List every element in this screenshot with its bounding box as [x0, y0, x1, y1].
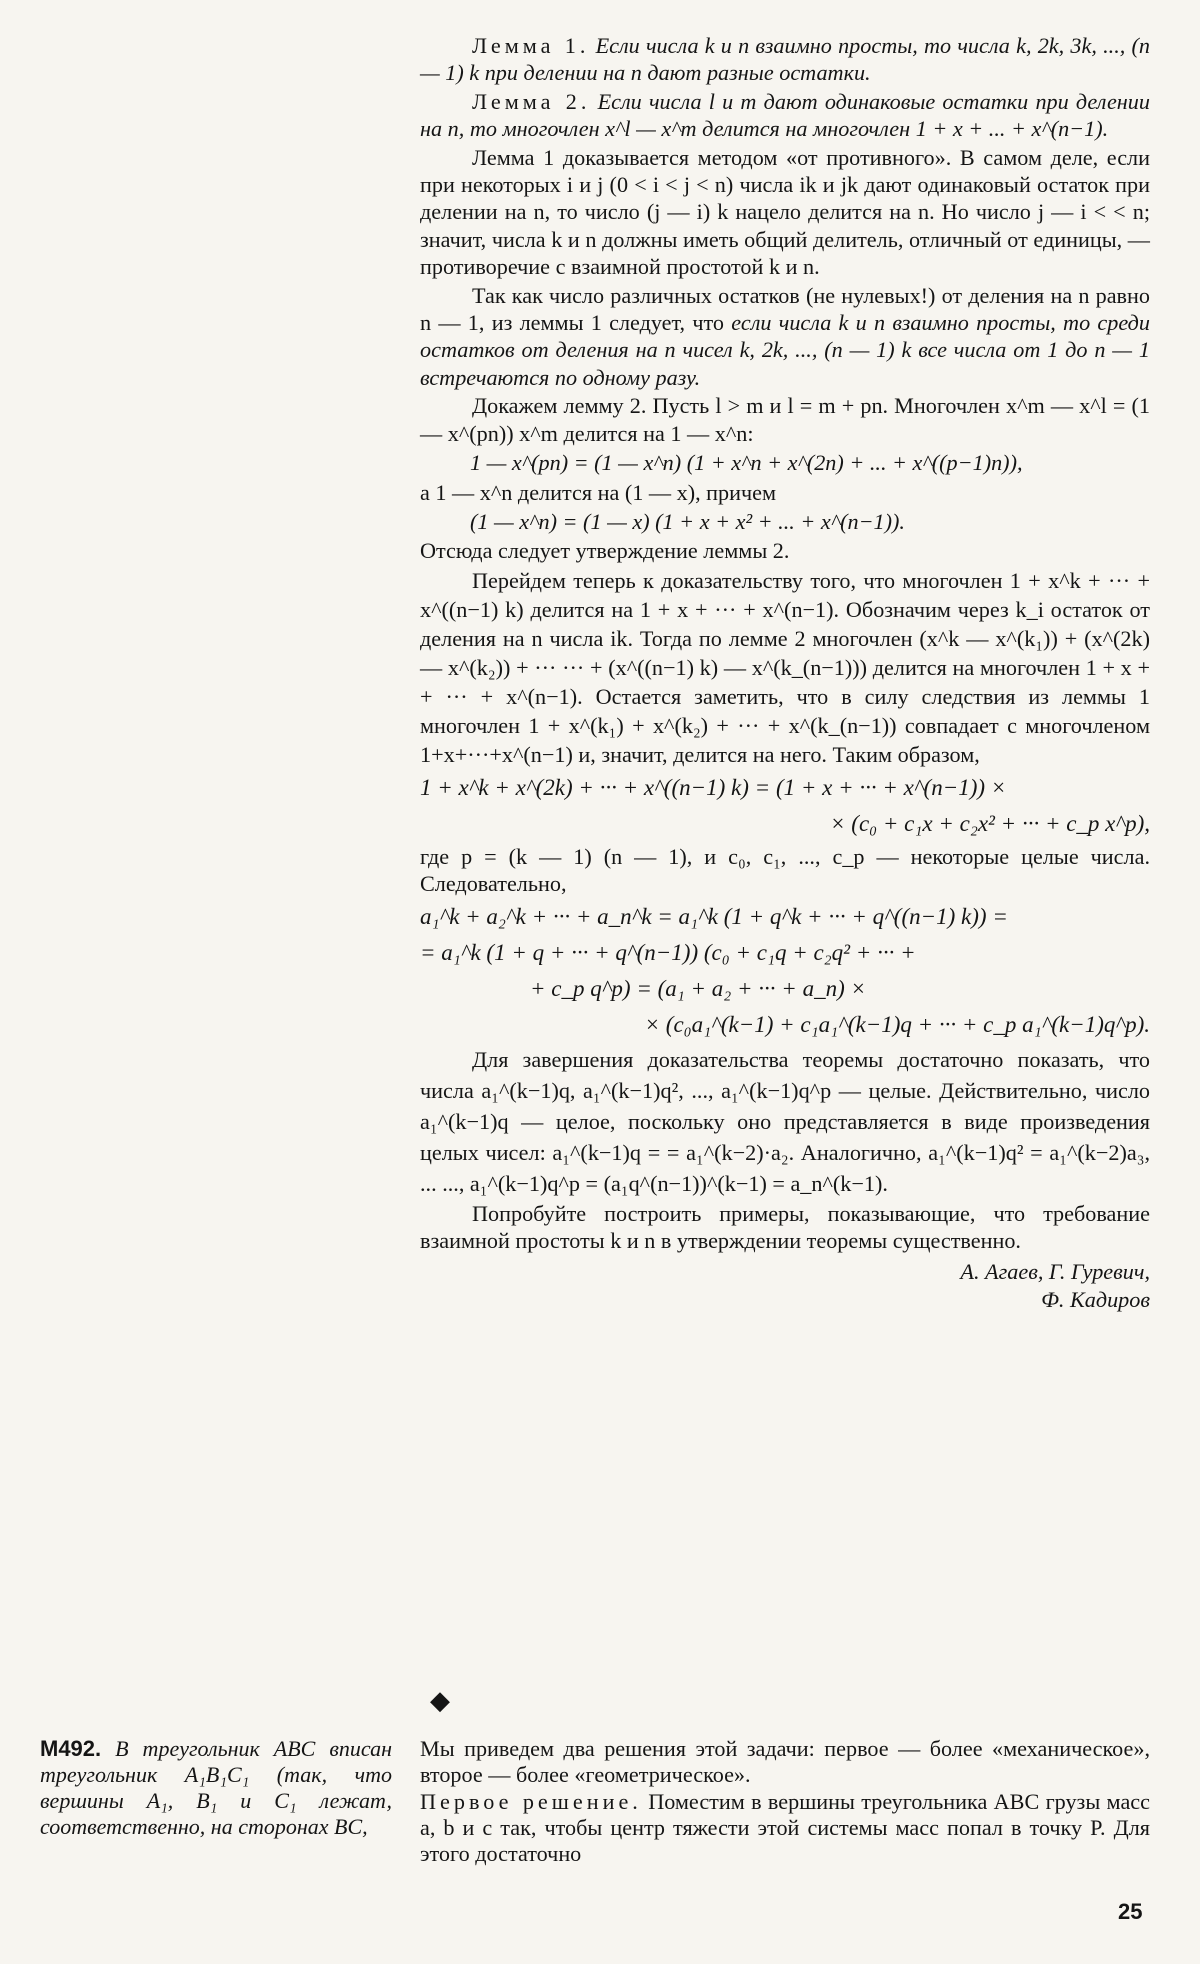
exercise-paragraph: Попробуйте построить примеры, показывающие, что требование взаимной простоты k и n в утверждении теоремы существенно.	[420, 1200, 1150, 1253]
authors-signature	[420, 1258, 1150, 1314]
problem-number: М492.	[40, 1736, 102, 1761]
lemma-2-lead: Лемма 2.	[472, 88, 591, 114]
equation-4-line-1: a₁^k + a₂^k + ··· + a_n^k = a₁^k (1 + q^k + ··· + q^((n−1) k)) =	[420, 903, 1008, 929]
authors-line-1: А. Агаев, Г. Гуревич,	[960, 1259, 1150, 1285]
main-column	[420, 32, 1150, 1314]
page-number: 25	[1118, 1899, 1143, 1924]
equation-4-line-3: + c_p q^p) = (a₁ + a₂ + ··· + a_n) ×	[530, 975, 867, 1001]
lemma-1-lead: Лемма 1.	[472, 33, 590, 58]
equation-1: 1 — x^(pn) = (1 — x^n) (1 + x^n + x^(2n) + ... + x^((p−1)n)),	[470, 450, 1023, 476]
first-solution	[420, 1789, 1150, 1867]
equation-3-line-2: × (c₀ + c₁x + c₂x² + ··· + c_p x^p),	[830, 810, 1150, 836]
section-divider-diamond: ◆	[430, 1686, 450, 1715]
solution-intro: Мы приведем два решения этой задачи: первое — более «механическое», второе — более «геометрическое».	[420, 1736, 1150, 1787]
lemma-2	[420, 88, 1150, 143]
lemma-1-proof: Лемма 1 доказывается методом «от противного». В самом деле, если при некоторых i и j (0 < i < j < n) числа ik и jk дают одинаковый остаток при делении на n, то число (j — i) k нацело делится на n. Но число j — i < < n; значит, числа k и n должны иметь общий делитель, отличный от единицы, — противоречие с взаимной простотой k и n.	[420, 144, 1150, 280]
problem-statement	[40, 1736, 392, 1840]
problem-text: В треугольник ABC вписан треугольник A₁B₁C₁ (так, что вершины A₁, B₁ и C₁ лежат, соответственно, на сторонах BC,	[40, 1736, 392, 1839]
first-solution-lead: Первое решение.	[420, 1789, 642, 1814]
divisibility-note: а 1 — x^n делится на (1 — x), причем	[420, 479, 777, 505]
equation-2: (1 — x^n) = (1 — x) (1 + x + x² + ... + x^(n−1)).	[470, 508, 905, 534]
first-solution-text: Поместим в вершины треугольника ABC грузы масс a, b и c так, чтобы центр тяжести этой системы масс попал в точку P. Для этого достаточно	[420, 1789, 1150, 1866]
equation-4-line-2: = a₁^k (1 + q + ··· + q^(n−1)) (c₀ + c₁q + c₂q² + ··· +	[420, 939, 916, 965]
remainders-text: Так как число различных остатков (не нулевых!) от деления на n равно n — 1, из леммы 1 следует, что	[420, 282, 1150, 336]
lemma-2-conclusion: Отсюда следует утверждение леммы 2.	[420, 538, 790, 564]
authors-line-2: Ф. Кадиров	[1041, 1287, 1150, 1313]
main-proof-paragraph: Перейдем теперь к доказательству того, что многочлен 1 + x^k + ··· + x^((n−1) k) делится на 1 + x + ··· + x^(n−1). Обозначим через k_i остаток от деления на n числа ik. Тогда по лемме 2 многочлен (x^k — x^(k₁)) + (x^(2k) — x^(k₂)) + ··· ··· + (x^((n−1) k) — x^(k_(n−1))) делится на многочлен 1 + x + + ··· + x^(n−1). Остается заметить, что в силу следствия из леммы 1 многочлен 1 + x^(k₁) + x^(k₂) + ··· + x^(k_(n−1)) совпадает с многочленом 1+x+···+x^(n−1) и, значит, делится на него. Таким образом,	[420, 567, 1150, 767]
coefficients-paragraph: где p = (k — 1) (n — 1), и c₀, c₁, ..., c_p — некоторые целые числа. Следовательно,	[420, 843, 1150, 897]
completion-paragraph: Для завершения доказательства теоремы достаточно показать, что числа a₁^(k−1)q, a₁^(k−1)q², ..., a₁^(k−1)q^p — целые. Действительно, число a₁^(k−1)q — целое, поскольку оно представляется в виде произведения целых чисел: a₁^(k−1)q = = a₁^(k−2)·a₂. Аналогично, a₁^(k−1)q² = a₁^(k−2)a₃, ... ..., a₁^(k−1)q^p = (a₁q^(n−1))^(k−1) = a_n^(k−1).	[420, 1046, 1150, 1196]
lemma-1-text: Если числа k и n взаимно просты, то числа k, 2k, 3k, ..., (n — 1) k при делении на n дают разные остатки.	[420, 33, 1150, 86]
lemma-2-text: Если числа l и m дают одинаковые остатки при делении на n, то многочлен x^l — x^m делится на многочлен 1 + x + ... + x^(n−1).	[420, 88, 1150, 142]
equation-4-line-4: × (c₀a₁^(k−1) + c₁a₁^(k−1)q + ··· + c_p a₁^(k−1)q^p).	[644, 1011, 1150, 1037]
lemma-1	[420, 32, 1150, 87]
remainders-paragraph	[420, 282, 1150, 392]
solution-column	[420, 1736, 1150, 1868]
equation-3-line-1: 1 + x^k + x^(2k) + ··· + x^((n−1) k) = (1 + x + ··· + x^(n−1)) ×	[420, 774, 1007, 800]
lemma-2-proof: Докажем лемму 2. Пусть l > m и l = m + pn. Многочлен x^m — x^l = (1 — x^(pn)) x^m делится на 1 — x^n:	[420, 393, 1150, 446]
remainders-italic: если числа k и n взаимно просты, то среди остатков от деления на n чисел k, 2k, ..., (n — 1) k все числа от 1 до n — 1 встречаются по одному разу.	[420, 310, 1150, 390]
